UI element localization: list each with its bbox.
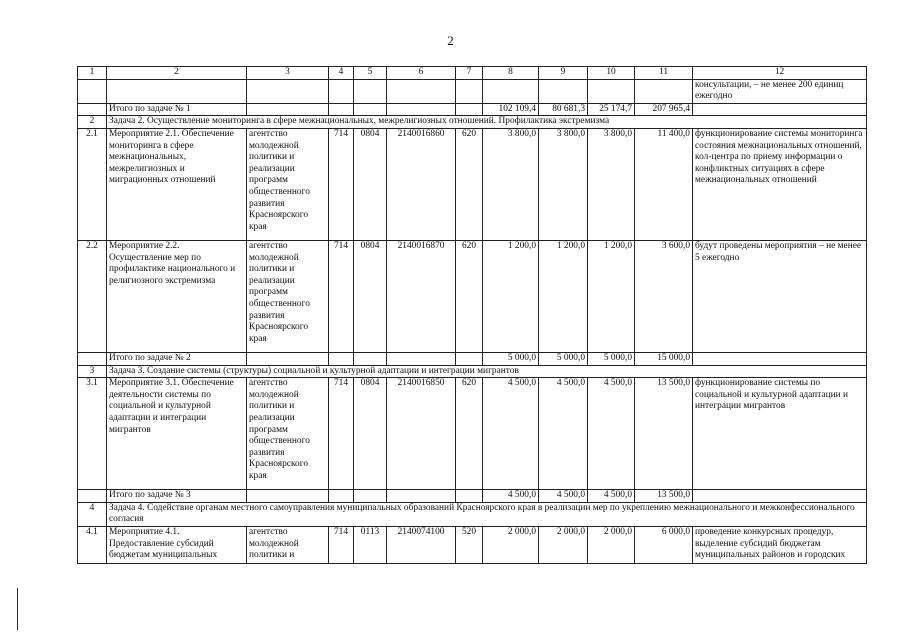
code-cell: 2140074100 [387,526,456,563]
total-value: 4 500,0 [588,490,635,503]
measure-row-2-1 [78,128,867,240]
task-number: 4 [78,502,107,526]
amount-cell: 3 800,0 [539,128,588,240]
total-value: 5 000,0 [588,352,635,365]
task3-heading-row [78,365,867,378]
page-number: 2 [447,33,454,48]
task-title: Задача 2. Осуществление мониторинга в сфере межнациональных, межрелигиозных отношений. Профилактика экстремизма [107,116,867,129]
header-cell: 5 [354,67,387,80]
amount-cell: 1 200,0 [539,240,588,352]
code-cell: 714 [329,128,354,240]
code-cell: 0804 [354,378,387,490]
row-number: 2.2 [78,240,107,352]
total-value: 4 500,0 [483,490,539,503]
result-cell: будут проведены мероприятия – не менее 5 ежегодно [693,240,867,352]
amount-cell: 3 800,0 [588,128,635,240]
task4-heading-row [78,502,867,526]
total-value: 5 000,0 [483,352,539,365]
code-cell: 714 [329,526,354,563]
task2-heading-row [78,116,867,129]
task-number: 2 [78,116,107,129]
program-measures-table [77,66,867,564]
measure-name: Мероприятие 2.2. Осуществление мер по профилактике национального и религиозного экстремизма [107,240,247,352]
code-cell: 0804 [354,240,387,352]
amount-cell: 13 500,0 [635,378,693,490]
measure-name: Мероприятие 2.1. Обеспечение мониторинга в сфере межнациональных, межрелигиозных и миграционных отношений [107,128,247,240]
code-cell: 0804 [354,128,387,240]
header-cell: 10 [588,67,635,80]
row-number: 3.1 [78,378,107,490]
amount-cell: 2 000,0 [539,526,588,563]
code-cell: 2140016850 [387,378,456,490]
task2-total-row [78,352,867,365]
measure-name: Мероприятие 3.1. Обеспечение деятельности системы по социальной и культурной адаптации и интеграции мигрантов [107,378,247,490]
total-value: 4 500,0 [539,490,588,503]
amount-cell: 1 200,0 [483,240,539,352]
total-label: Итого по задаче № 1 [107,103,247,116]
result-cell: функционирование системы по социальной и культурной адаптации и интеграции мигрантов [693,378,867,490]
total-value: 5 000,0 [539,352,588,365]
responsible-org: агентство молодежной политики и реализации программ общественного развития Красноярского края [247,378,329,490]
code-cell: 0113 [354,526,387,563]
total-value: 207 965,4 [635,103,693,116]
amount-cell: 4 500,0 [539,378,588,490]
total-label: Итого по задаче № 2 [107,352,247,365]
measure-row-3-1 [78,378,867,490]
amount-cell: 6 000,0 [635,526,693,563]
responsible-org: агентство молодежной политики и реализации программ общественного развития Красноярского края [247,240,329,352]
row-number: 4.1 [78,526,107,563]
measure-row-2-2 [78,240,867,352]
header-cell: 11 [635,67,693,80]
code-cell: 620 [456,128,483,240]
measure-name: Мероприятие 4.1. Предоставление субсидий бюджетам муниципальных [107,526,247,563]
code-cell: 2140016860 [387,128,456,240]
header-cell: 9 [539,67,588,80]
amount-cell: 11 400,0 [635,128,693,240]
amount-cell: 4 500,0 [588,378,635,490]
header-cell: 7 [456,67,483,80]
task-number: 3 [78,365,107,378]
responsible-org: агентство молодежной политики и реализации программ общественного развития Красноярского края [247,128,329,240]
measure-row-4-1 [78,526,867,563]
header-cell: 12 [693,67,867,80]
total-value: 13 500,0 [635,490,693,503]
code-cell: 620 [456,378,483,490]
header-cell: 2 [107,67,247,80]
header-cell: 1 [78,67,107,80]
amount-cell: 3 800,0 [483,128,539,240]
result-cell: консультации, – не менее 200 единиц ежегодно [693,79,867,103]
result-cell: проведение конкурсных процедур, выделение субсидий бюджетам муниципальных районов и городских [693,526,867,563]
code-cell: 714 [329,378,354,490]
amount-cell: 2 000,0 [588,526,635,563]
header-cell: 3 [247,67,329,80]
amount-cell: 1 200,0 [588,240,635,352]
header-cell: 8 [483,67,539,80]
amount-cell: 4 500,0 [483,378,539,490]
code-cell: 2140016870 [387,240,456,352]
responsible-org: агентство молодежной политики и [247,526,329,563]
task-title: Задача 4. Содействие органам местного самоуправления муниципальных образований Красноярского края в реализации мер по укреплению межнационального и межконфессионального согласия [107,502,867,526]
amount-cell: 2 000,0 [483,526,539,563]
amount-cell: 3 600,0 [635,240,693,352]
total-label: Итого по задаче № 3 [107,490,247,503]
code-cell: 620 [456,240,483,352]
total-value: 102 109,4 [483,103,539,116]
continuation-row [78,79,867,103]
margin-rule [17,588,18,630]
task3-total-row [78,490,867,503]
total-value: 25 174,7 [588,103,635,116]
header-cell: 4 [329,67,354,80]
total-value: 15 000,0 [635,352,693,365]
task-title: Задача 3. Создание системы (структуры) социальной и культурной адаптации и интеграции мигрантов [107,365,867,378]
result-cell: функционирование системы мониторинга состояния межнациональных отношений, кол-центра по приему информации о конфликтных ситуациях в сфере межнациональных отношений [693,128,867,240]
total-value: 80 681,3 [539,103,588,116]
code-cell: 520 [456,526,483,563]
task1-total-row [78,103,867,116]
row-number: 2.1 [78,128,107,240]
code-cell: 714 [329,240,354,352]
header-cell: 6 [387,67,456,80]
header-row [78,67,867,80]
